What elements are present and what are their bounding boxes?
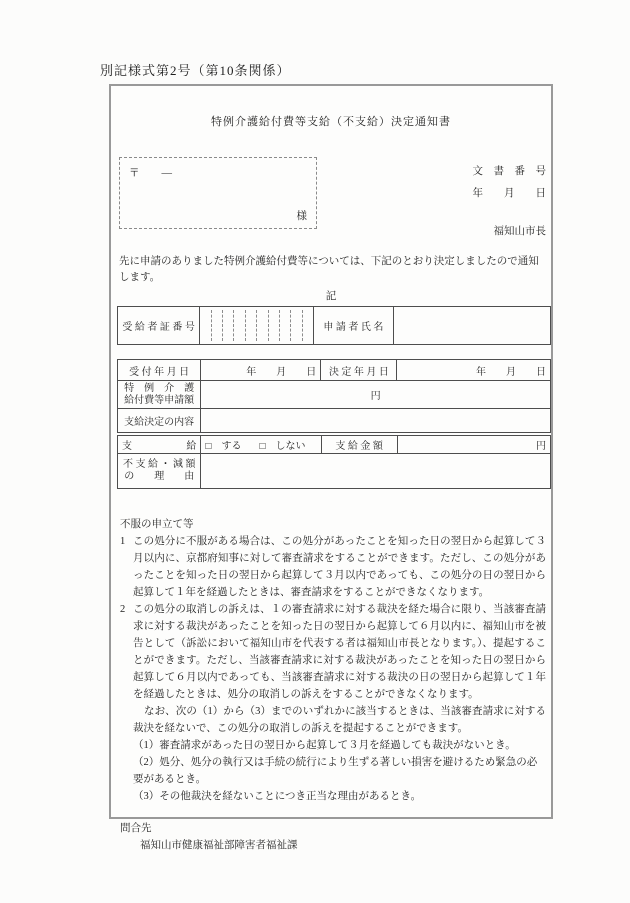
appeal-subitem-3: （3）その他裁決を経ないことにつき正当な理由があるとき。	[133, 791, 422, 802]
reception-date-field: 年 月 日	[201, 360, 321, 381]
date-row	[118, 360, 551, 381]
denial-reason-label-line2: の 理 由	[124, 471, 195, 482]
application-amount-label-line2: 給付費等申請額	[124, 394, 195, 406]
appeal-item-2-number: 2	[120, 604, 126, 615]
payment-row	[118, 436, 551, 454]
payment-label	[118, 436, 201, 454]
postal-code-dash: —	[161, 168, 172, 179]
document-number-label: 文 書 番 号	[472, 166, 546, 177]
decision-table	[117, 359, 551, 433]
addressee-box	[119, 157, 317, 229]
appeal-subitem-1: （1）審査請求があった日の翌日から起算して３月を経過しても裁決がないとき。	[133, 740, 516, 751]
record-mark: 記	[325, 291, 337, 302]
appeal-item-1-number: 1	[120, 536, 126, 547]
payment-table	[117, 435, 551, 489]
payment-label-left: 支	[122, 441, 132, 452]
addressee-suffix: 様	[296, 211, 307, 222]
applicant-name-field	[393, 307, 550, 345]
appeal-subitem-2: （2）処分、処分の執行又は手続の続行により生ずる著しい損害を避けるため緊急の必要があるとき。	[133, 757, 538, 785]
document-date-label: 年 月 日	[472, 188, 546, 199]
denial-reason-label	[118, 454, 201, 489]
form-number-label: 別記様式第2号（第10条関係）	[100, 63, 291, 78]
appeal-note: なお、次の（1）から（3）までのいずれかに該当するときは、当該審査請求に対する裁決を経ないで、この処分の取消しの訴えを提起することができます。	[133, 706, 546, 734]
appeal-item-1	[120, 533, 546, 601]
application-amount-label-line1: 特 例 介 護	[124, 382, 195, 394]
payment-options	[201, 436, 321, 454]
intro-paragraph: 先に申請のありました特例介護給付費等については、下記のとおり決定しましたので通知します。	[119, 256, 539, 283]
appeal-item-1-text: この処分に不服がある場合は、この処分があったことを知った日の翌日から起算して３月以内に、京都府知事に対して審査請求をすることができます。ただし、この処分があったことを知った日の翌日から起算して３月以内であっても、この処分の日の翌日から起算して１年を経過したときは、審査請求をすることができなくなります。	[133, 536, 546, 598]
content-row	[118, 409, 551, 433]
appeal-item-2	[120, 601, 546, 703]
document-sheet	[109, 84, 553, 851]
recipient-number-cells	[200, 307, 314, 345]
appeal-heading: 不服の申立て等	[120, 519, 194, 530]
decision-content-field	[201, 409, 551, 433]
decision-date-label: 決 定 年 月 日	[321, 360, 397, 381]
appeal-section	[120, 516, 546, 805]
document-title: 特例介護給付費等支給（不支給）決定通知書	[211, 116, 451, 128]
denial-reason-row	[118, 454, 551, 489]
recipient-table	[117, 306, 551, 345]
contact-section	[120, 820, 546, 854]
checkbox-pay-no: □ しない	[259, 441, 306, 452]
postal-mark: 〒	[129, 168, 140, 179]
issuer-name: 福知山市長	[493, 226, 546, 237]
recipient-number-label: 受 給 者 証 番 号	[118, 307, 200, 345]
payment-amount-field: 円	[397, 436, 550, 454]
application-amount-field: 円	[201, 381, 551, 409]
recipient-row	[118, 307, 551, 345]
payment-label-right: 給	[186, 441, 197, 452]
digit-grid	[200, 307, 313, 344]
applicant-name-label: 申 請 者 氏 名	[314, 307, 393, 345]
postal-line	[129, 165, 307, 180]
contact-heading: 問合先	[120, 823, 152, 834]
denial-reason-label-line1: 不 支 給 ・ 減 額	[122, 459, 196, 470]
checkbox-pay-yes: □ する	[205, 441, 242, 452]
amount-row	[118, 381, 551, 409]
decision-date-field: 年 月 日	[397, 360, 551, 381]
header-row	[119, 157, 546, 238]
payment-amount-label: 支 給 金 額	[321, 436, 397, 454]
appeal-item-2-text: この処分の取消しの訴えは、１の審査請求に対する裁決を経た場合に限り、当該審査請求に対する裁決があったことを知った日の翌日から起算して６月以内に、福知山市を被告として（訴訟において福知山市を代表する者は福知山市長となります。）、提起することができます。ただし、当該審査請求に対する裁決があったことを知った日の翌日から起算して６月以内であっても、当該審査請求に対する裁決の日の翌日から起算して１年を経過したときは、処分の取消しの訴えをすることができなくなります。	[133, 604, 546, 700]
contact-department: 福知山市健康福祉部障害者福祉課	[140, 840, 298, 851]
reception-date-label: 受 付 年 月 日	[118, 360, 201, 381]
application-amount-label	[118, 381, 201, 409]
document-meta	[473, 157, 547, 238]
decision-content-label: 支給決定の内容	[118, 409, 201, 433]
denial-reason-field	[201, 454, 551, 489]
